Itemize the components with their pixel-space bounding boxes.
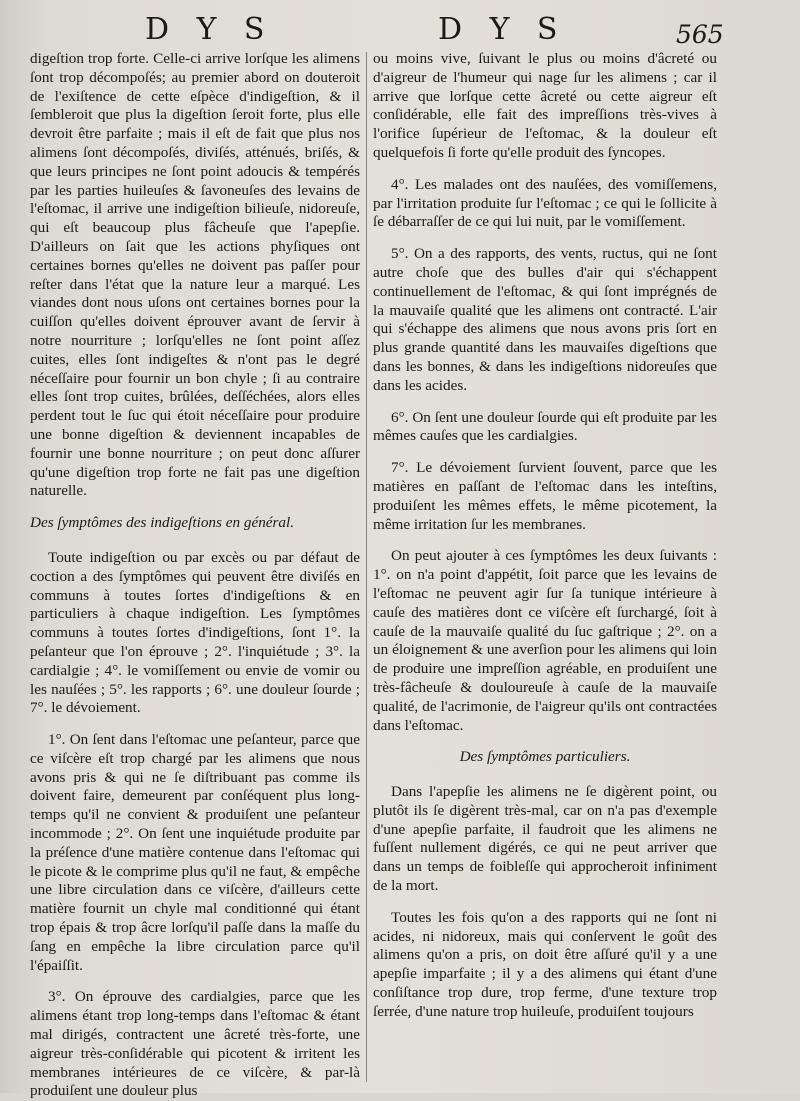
paragraph: digeſtion trop forte. Celle-ci arrive lorſque les alimens ſont trop décompoſés; au premier abord on douteroit de l'exiſtence de cette eſpèce d'indigeſtion, & il ſembleroit que plus la digeſtion ſeroit forte, plus elle devroit être parfaite ; mais il eſt de fait que plus nos alimens ſont décompoſés, diviſés, atténués, briſés, & que leurs principes ne ſont point adoucis & tempérés par les parties huileuſes & ſavoneuſes des levains de l'eſtomac, il arrive une indigeſtion bilieuſe, nidoreuſe, qui eſt beaucoup plus fâcheuſe que l'apepſie. D'ailleurs on ſait que les actions phyſiques ont certaines bornes qu'elles ne doivent pas paſſer pour reſter dans l'état que la nature leur a marqué. Les viandes dont nous uſons ont certaines bornes pour la cuiſſon qu'elles doivent éprouver avant de ſervir à notre nourriture ; lorſqu'elles ne ſont point aſſez cuites, elles ſont indigeſtes & n'ont pas le degré néceſſaire pour fournir un bon chyle ; ſi au contraire elles ſont trop cuites, brûlées, deſſéchées, alors elles perdent tout le ſuc qui étoit néceſſaire pour produire une bonne digeſtion & deviennent incapables de fournir une bonne nourriture ; on peut donc aſſurer qu'une digeſtion trop forte ne fait pas une digeſtion naturelle. bbox=[30, 50, 360, 500]
paragraph: Toute indigeſtion ou par excès ou par défaut de coction a des ſymptômes qui peuvent être diviſés en communs à toutes ſortes d'indigeſtions & en particuliers à chaque indigeſtion. Les ſymptômes communs à toutes ſortes d'indigeſtions, ſont 1°. la peſanteur que l'on éprouve ; 2°. l'inquiétude ; 3°. la cardialgie ; 4°. le vomiſſement ou envie de vomir ou les nauſées ; 5°. les rapports ; 6°. une douleur ſourde ; 7°. le dévoiement. bbox=[30, 548, 360, 717]
paragraph: ou moins vive, ſuivant le plus ou moins d'âcreté ou d'aigreur de l'humeur qui nage ſur les alimens ; car il arrive que lorſque cette âcreté ou cette aigreur eſt conſidérable, elle fait des impreſſions très-vives à l'orifice ſupérieur de l'eſtomac, & la douleur eſt quelquefois ſi forte qu'elle produit des ſyncopes. bbox=[373, 50, 717, 161]
running-header bbox=[0, 8, 800, 50]
right-column bbox=[373, 50, 717, 1090]
paragraph: 4°. Les malades ont des nauſées, des vomiſſemens, par l'irritation produite ſur l'eſtomac ; ce qui le ſollicite à ſe débarraſſer de ce qui lui nuit, par le vomiſſement. bbox=[373, 175, 717, 231]
paragraph: 1°. On ſent dans l'eſtomac une peſanteur, parce que ce viſcère eſt trop chargé par les alimens que nous avons pris & qui ne ſe diſtribuant pas comme ils doivent faire, demeurent par conſéquent plus long-temps qu'il ne convient & produiſent une peſanteur incommode ; 2°. On ſent une inquiétude produite par la préſence d'une matière contenue dans l'eſtomac qui le picote & le comprime plus qu'il ne faut, & empêche une libre circulation dans ce viſcère, d'ailleurs cette matière fournit un chyle mal conditionné qui étant trop épais & trop âcre lorſqu'il paſſe dans la maſſe du ſang en empêche la libre circulation parce qu'il l'épaiſſit. bbox=[30, 731, 360, 974]
header-right-word: D Y S bbox=[438, 12, 567, 47]
paragraph: Toutes les fois qu'on a des rapports qui ne ſont ni acides, ni nidoreux, mais qui conſervent le goût des alimens qu'on a pris, on doit être aſſuré qu'il y a une apepſie imparfaite ; il y a des alimens qui étant d'une conſiſtance trop dure, trop ferme, d'une texture trop ſerrée, d'une nature trop huileuſe, produiſent toujours bbox=[373, 908, 717, 1020]
paragraph: 5°. On a des rapports, des vents, ructus, qui ne ſont autre choſe que des bulles d'air qui s'échappent continuellement de l'eſtomac, & qui ſont imprégnés de la mauvaiſe qualité que les alimens ont contracté. L'air qui s'échappe des alimens que nous avons pris ſort en plus grande quantité dans les mauvaiſes digeſtions que dans les bonnes, & dans les indigeſtions nidoreuſes que dans les acides. bbox=[373, 245, 717, 394]
paragraph: Dans l'apepſie les alimens ne ſe digèrent point, ou plutôt ils ſe digèrent très-mal, car on n'a pas d'exemple d'une apepſie parfaite, il faudroit que les alimens ne fuſſent nullement digérés, ce qui ne peut arriver que dans un temps de foibleſſe qui approcheroit infiniment de la mort. bbox=[373, 783, 717, 895]
column-divider bbox=[366, 52, 367, 1082]
left-column bbox=[30, 50, 360, 1100]
paragraph: 6°. On ſent une douleur ſourde qui eſt produite par les mêmes cauſes que les cardialgies. bbox=[373, 408, 717, 445]
page-number: 565 bbox=[676, 20, 724, 49]
paragraph: 7°. Le dévoiement ſurvient ſouvent, parce que les matières en paſſant de l'eſtomac dans les inteſtins, produiſent les mêmes effets, le même picotement, la même irritation ſur les membranes. bbox=[373, 459, 717, 533]
header-left-word: D Y S bbox=[145, 12, 274, 47]
subheading: Des ſymptômes des indigeſtions en général. bbox=[30, 514, 295, 532]
paragraph: 3°. On éprouve des cardialgies, parce que les alimens étant trop long-temps dans l'eſtomac & étant mal dirigés, contractent une âcreté très-forte, une aigreur très-conſidérable qui picotent & irritent les membranes intérieures de ce viſcère, & par-là produiſent une douleur plus bbox=[30, 988, 360, 1100]
paragraph: On peut ajouter à ces ſymptômes les deux ſuivants : 1°. on n'a point d'appétit, ſoit parce que les levains de l'eſtomac ne peuvent agir ſur ſa tunique intérieure à cauſe des matières dont ce viſcère eſt ſurchargé, ſoit à cauſe de la mauvaiſe qualité du ſuc gaſtrique ; 2°. on a un éloignement & une averſion pour les alimens qui loin de produire une impreſſion agréable, en produiſent une très-fâcheuſe & douloureuſe à cauſe de la mauvaiſe qualité, de l'acrimonie, de l'aigreur qu'ils ont contractées dans l'eſtomac. bbox=[373, 547, 717, 734]
subheading: Des ſymptômes particuliers. bbox=[459, 748, 631, 766]
